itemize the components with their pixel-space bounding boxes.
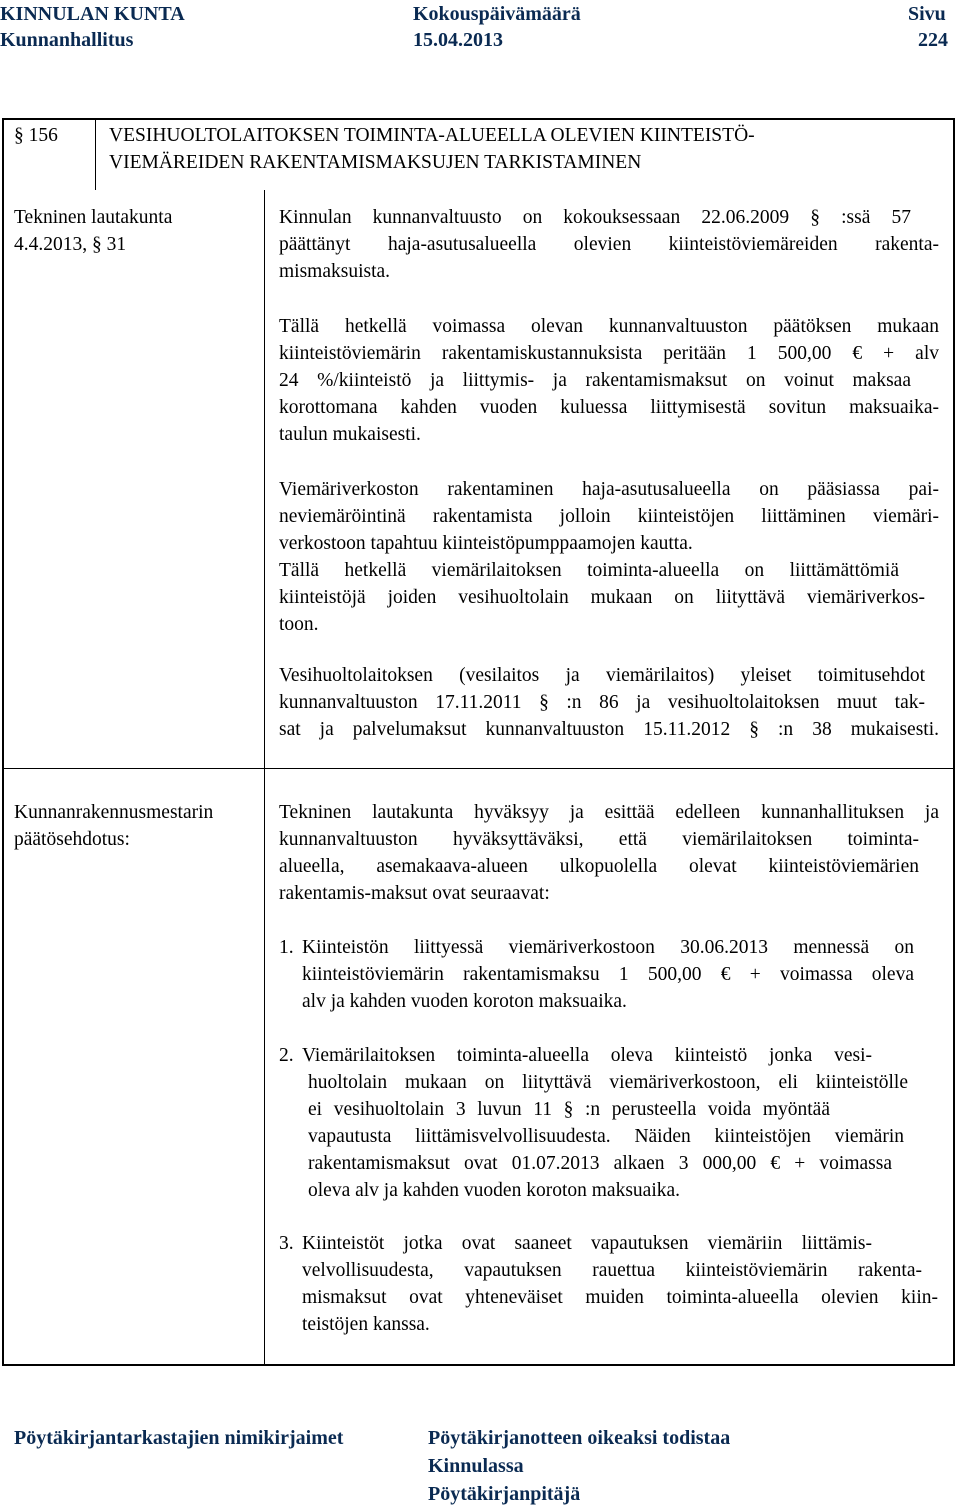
text-line: Viemärilaitoksen toiminta-alueella oleva kiinteistö jonka vesi- (302, 1045, 872, 1066)
text-line: Tekninen lautakunta hyväksyy ja esittää edelleen kunnanhallituksen ja (279, 802, 939, 823)
box-bottom-border (2, 1364, 955, 1366)
text-line: neviemäröintinä rakentamista jolloin kiinteistöjen liittäminen viemäri- (279, 506, 939, 527)
text-line: Tällä hetkellä voimassa olevan kunnanvaltuuston päätöksen mukaan (279, 316, 939, 337)
text-line: vapautusta liittämisvelvollisuudesta. Näiden kiinteistöjen viemärin (308, 1126, 904, 1147)
municipality-name: KINNULAN KUNTA (0, 3, 185, 25)
text-line: kiinteistöjä joiden vesihuoltolain mukaan on liityttävä viemäriverkos- (279, 587, 925, 608)
box-left-border (2, 118, 4, 1365)
item-text-continued (302, 1257, 938, 1338)
text-line: huoltolain mukaan on liityttävä viemäriverkostoon, eli kiinteistölle (308, 1072, 908, 1093)
text-line: oleva alv ja kahden vuoden koroton maksuaika. (308, 1180, 681, 1201)
meeting-date: 15.04.2013 (413, 29, 503, 51)
text-line: kiinteistöviemärin rakentamiskustannuksista peritään 1 500,00 € + alv (279, 343, 939, 364)
box-right-border (953, 118, 955, 1365)
text-line: Kiinteistön liittyessä viemäriverkostoon 30.06.2013 mennessä on (302, 937, 914, 958)
text-line: alueella, asemakaava-alueen ulkopuolella olevat kiinteistöviemärien (279, 856, 919, 877)
footer-place: Kinnulassa (428, 1455, 524, 1477)
text-line: päättänyt haja-asutusalueella olevien kiinteistöviemäreiden rakenta- (279, 234, 939, 255)
text-line: mismaksuista. (279, 261, 391, 282)
text-line: Vesihuoltolaitoksen (vesilaitos ja viemärilaitos) yleiset toimitusehdot (279, 665, 925, 686)
section-divider (95, 118, 96, 190)
item-text (302, 1230, 872, 1257)
page-number: 224 (918, 29, 948, 51)
board-name: Kunnanhallitus (0, 29, 134, 51)
item-number: 3. (279, 1233, 294, 1254)
paragraph-network-construction (279, 476, 939, 638)
paragraph-current-fees (279, 313, 939, 448)
section-title-line-1: VESIHUOLTOLAITOKSEN TOIMINTA-ALUEELLA OLEVIEN KIINTEISTÖ- (109, 125, 755, 146)
text-line: Tällä hetkellä viemärilaitoksen toiminta-alueella on liittämättömiä (279, 560, 899, 581)
text-line: verkostoon tapahtuu kiinteistöpumppaamojen kautta. (279, 533, 693, 554)
text-line: kunnanvaltuuston hyväksyttäväksi, että viemärilaitoksen toiminta- (279, 829, 919, 850)
proposal-label-line-2: päätösehdotus: (14, 829, 130, 850)
item-text (302, 934, 914, 1015)
column-divider-upper (264, 190, 265, 768)
section-separator (2, 768, 955, 769)
text-line: kiinteistöviemärin rakentamismaksu 1 500,00 € + voimassa oleva (302, 964, 914, 985)
item-number: 1. (279, 937, 294, 958)
text-line: taulun mukaisesti. (279, 424, 421, 445)
date-label: Kokouspäivämäärä (413, 3, 581, 25)
column-divider-lower (264, 768, 265, 1364)
footer-signer-title: Pöytäkirjanpitäjä (428, 1483, 581, 1505)
reference-date: 4.4.2013, § 31 (14, 234, 127, 255)
text-line: korottomana kahden vuoden kuluessa liittymisestä sovitun maksuaika- (279, 397, 939, 418)
text-line: rakentamismaksut ovat 01.07.2013 alkaen 3 000,00 € + voimassa (308, 1153, 892, 1174)
section-title-line-2: VIEMÄREIDEN RAKENTAMISMAKSUJEN TARKISTAMINEN (109, 152, 642, 173)
text-line: teistöjen kanssa. (302, 1314, 430, 1335)
text-line: sat ja palvelumaksut kunnanvaltuuston 15.11.2012 § :n 38 mukaisesti. (279, 719, 939, 740)
proposal-intro (279, 799, 939, 907)
text-line: ei vesihuoltolain 3 luvun 11 § :n perusteella voida myöntää (308, 1099, 830, 1120)
text-line: Viemäriverkoston rakentaminen haja-asutusalueella on pääsiassa pai- (279, 479, 939, 500)
item-text-continued (308, 1069, 908, 1204)
text-line: mismaksut ovat yhteneväiset muiden toiminta-alueella olevien kiin- (302, 1287, 938, 1308)
paragraph-general-terms (279, 662, 939, 743)
text-line: 24 %/kiinteistö ja liittymis- ja rakentamismaksut on voinut maksaa (279, 370, 911, 391)
footer-initials-label: Pöytäkirjantarkastajien nimikirjaimet (14, 1427, 344, 1449)
proposal-label-line-1: Kunnanrakennusmestarin (14, 802, 214, 823)
box-top-border (2, 118, 955, 120)
text-line: Kiinteistöt jotka ovat saaneet vapautuksen viemäriin liittämis- (302, 1233, 872, 1254)
item-text (302, 1042, 872, 1069)
text-line: rakentamis-maksut ovat seuraavat: (279, 883, 550, 904)
text-line: alv ja kahden vuoden koroton maksuaika. (302, 991, 627, 1012)
text-line: toon. (279, 614, 319, 635)
text-line: kunnanvaltuuston 17.11.2011 § :n 86 ja vesihuoltolaitoksen muut tak- (279, 692, 925, 713)
paragraph-decision-2009 (279, 204, 939, 285)
item-number: 2. (279, 1045, 294, 1066)
text-line: Kinnulan kunnanvaltuusto on kokouksessaan 22.06.2009 § :ssä 57 (279, 207, 911, 228)
page-label: Sivu (908, 3, 946, 25)
section-number: § 156 (14, 125, 58, 146)
reference-body: Tekninen lautakunta (14, 207, 173, 228)
text-line: velvollisuudesta, vapautuksen rauettua kiinteistöviemärin rakenta- (302, 1260, 922, 1281)
footer-certification-label: Pöytäkirjanotteen oikeaksi todistaa (428, 1427, 731, 1449)
